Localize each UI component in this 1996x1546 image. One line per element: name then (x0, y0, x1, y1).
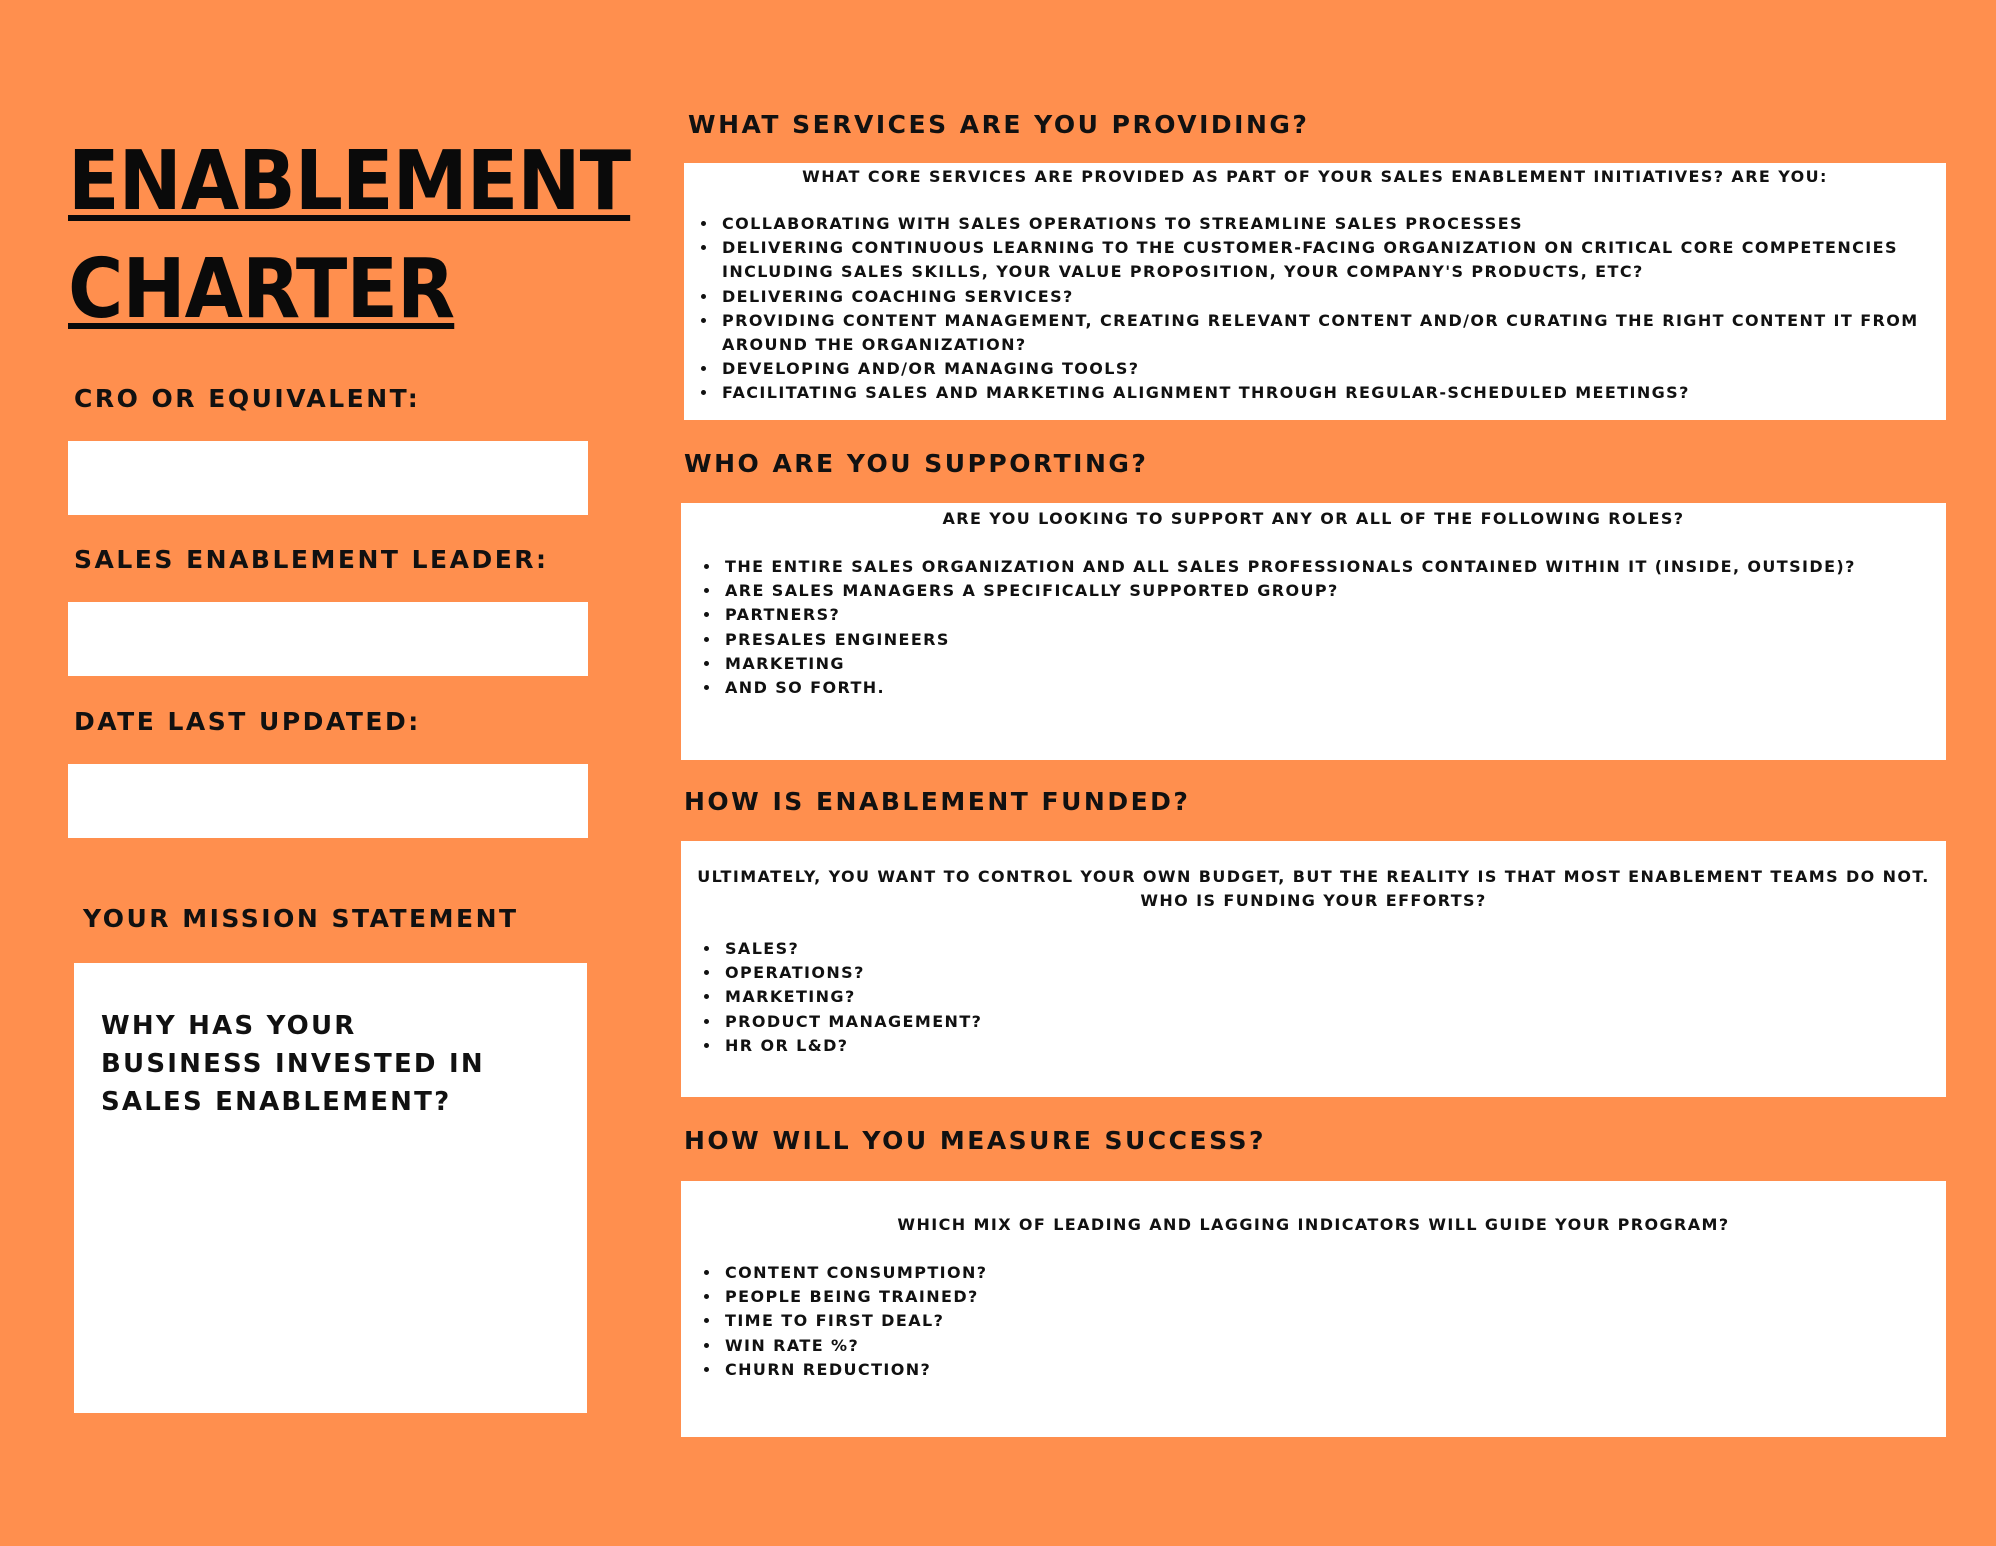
list-item: • DELIVERING CONTINUOUS LEARNING TO THE CUSTOMER-FACING ORGANIZATION ON CRITICAL CORE COMPETENCIES INCLUDING SALES SKILLS, YOUR VALUE PROPOSITION, YOUR COMPANY'S PRODUCTS, ETC? (718, 236, 1946, 284)
funding-question-line-1: ULTIMATELY, YOU WANT TO CONTROL YOUR OWN BUDGET, BUT THE REALITY IS THAT MOST ENABLEMENT TEAMS DO NOT. (697, 867, 1930, 886)
supporting-box[interactable] (681, 503, 1946, 760)
list-item: • ARE SALES MANAGERS A SPECIFICALLY SUPPORTED GROUP? (721, 579, 1946, 603)
services-list (684, 212, 1946, 406)
list-item: • MARKETING? (721, 985, 1946, 1009)
date-last-updated-label: DATE LAST UPDATED: (74, 707, 421, 736)
list-item: • PEOPLE BEING TRAINED? (721, 1285, 1946, 1309)
list-item: • TIME TO FIRST DEAL? (721, 1309, 1946, 1333)
list-item: • THE ENTIRE SALES ORGANIZATION AND ALL SALES PROFESSIONALS CONTAINED WITHIN IT (INSIDE, OUTSIDE)? (721, 555, 1946, 579)
list-item: • OPERATIONS? (721, 961, 1946, 985)
list-item: • DELIVERING COACHING SERVICES? (718, 285, 1946, 309)
list-item: • PRODUCT MANAGEMENT? (721, 1010, 1946, 1034)
services-question: WHAT CORE SERVICES ARE PROVIDED AS PART OF YOUR SALES ENABLEMENT INITIATIVES? ARE YOU: (802, 167, 1828, 186)
measure-question: WHICH MIX OF LEADING AND LAGGING INDICATORS WILL GUIDE YOUR PROGRAM? (897, 1215, 1730, 1234)
title-line-1: ENABLEMENT (68, 134, 631, 229)
cro-field[interactable] (68, 441, 588, 515)
list-item: • WIN RATE %? (721, 1334, 1946, 1358)
date-last-updated-field[interactable] (68, 764, 588, 838)
services-box[interactable] (684, 163, 1946, 420)
list-item: • DEVELOPING AND/OR MANAGING TOOLS? (718, 357, 1946, 381)
cro-label: CRO OR EQUIVALENT: (74, 384, 421, 413)
list-item: • COLLABORATING WITH SALES OPERATIONS TO STREAMLINE SALES PROCESSES (718, 212, 1946, 236)
list-item: • HR OR L&D? (721, 1034, 1946, 1058)
list-item: • PARTNERS? (721, 603, 1946, 627)
funding-box[interactable] (681, 841, 1946, 1097)
supporting-list (681, 555, 1946, 700)
list-item: • MARKETING (721, 652, 1946, 676)
list-item: • SALES? (721, 937, 1946, 961)
page-title (68, 128, 630, 344)
list-item: • FACILITATING SALES AND MARKETING ALIGNMENT THROUGH REGULAR-SCHEDULED MEETINGS? (718, 381, 1946, 405)
measure-heading: HOW WILL YOU MEASURE SUCCESS? (684, 1126, 1266, 1155)
mission-statement-label: YOUR MISSION STATEMENT (83, 904, 519, 933)
services-heading: WHAT SERVICES ARE YOU PROVIDING? (688, 110, 1310, 139)
funding-question-line-2: WHO IS FUNDING YOUR EFFORTS? (1140, 891, 1487, 910)
list-item: • CHURN REDUCTION? (721, 1358, 1946, 1382)
sales-enablement-leader-label: SALES ENABLEMENT LEADER: (74, 545, 549, 574)
list-item: • CONTENT CONSUMPTION? (721, 1261, 1946, 1285)
list-item: • AND SO FORTH. (721, 676, 1946, 700)
mission-statement-prompt: WHY HAS YOUR BUSINESS INVESTED IN SALES ENABLEMENT? (101, 1011, 485, 1117)
mission-statement-field[interactable] (74, 963, 587, 1413)
measure-list (681, 1261, 1946, 1382)
measure-box[interactable] (681, 1181, 1946, 1437)
list-item: • PROVIDING CONTENT MANAGEMENT, CREATING RELEVANT CONTENT AND/OR CURATING THE RIGHT CONTENT IT FROM AROUND THE ORGANIZATION? (718, 309, 1946, 357)
list-item: • PRESALES ENGINEERS (721, 628, 1946, 652)
sales-enablement-leader-field[interactable] (68, 602, 588, 676)
funding-heading: HOW IS ENABLEMENT FUNDED? (684, 787, 1191, 816)
funding-list (681, 937, 1946, 1058)
title-line-2: CHARTER (68, 242, 455, 337)
supporting-heading: WHO ARE YOU SUPPORTING? (684, 449, 1149, 478)
supporting-question: ARE YOU LOOKING TO SUPPORT ANY OR ALL OF THE FOLLOWING ROLES? (942, 509, 1685, 528)
